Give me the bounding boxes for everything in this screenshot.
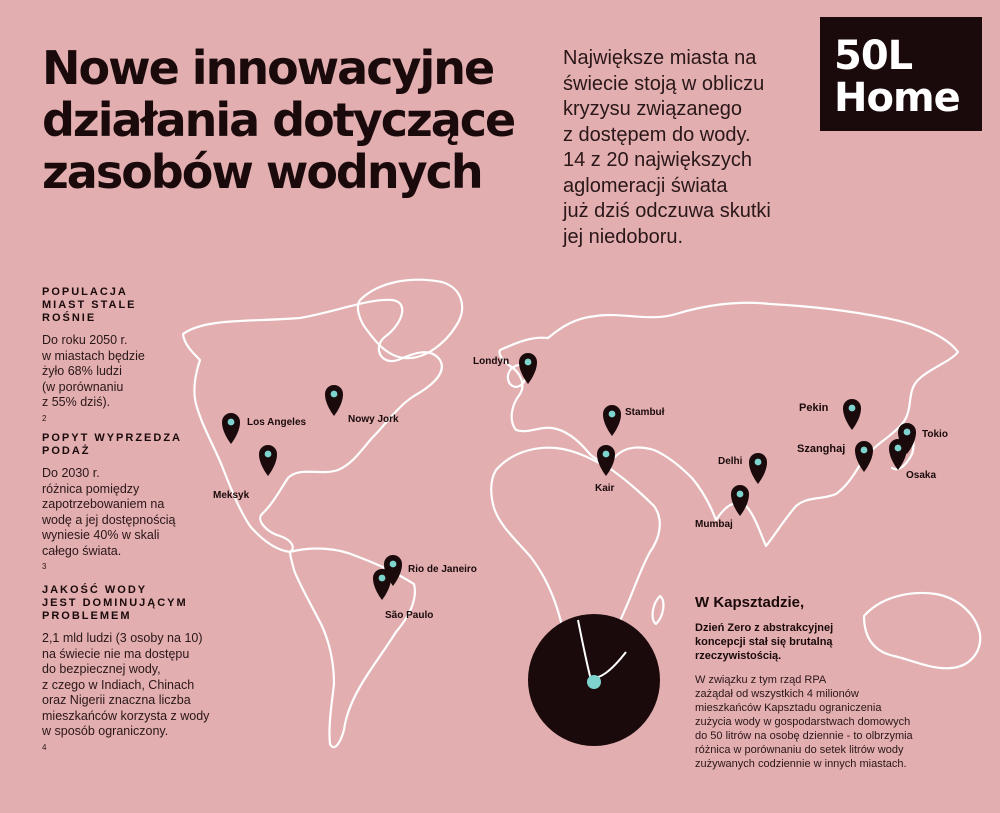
intro-line: aglomeracji świata (563, 174, 728, 197)
section-heading (42, 286, 222, 325)
body-line: do bezpiecznej wody, (42, 662, 161, 676)
footnote: 2 (42, 413, 47, 423)
body-line: Do roku 2050 r. (42, 333, 128, 347)
intro-text (563, 46, 823, 250)
body-line (42, 395, 222, 430)
heading-line: POPULACJA (42, 286, 128, 298)
pin-delhi (749, 453, 767, 484)
city-label-kair: Kair (595, 483, 615, 494)
body-line: różnica w porównaniu do setek litrów wody (695, 744, 904, 756)
heading-line: POPYT WYPRZEDZA (42, 432, 183, 444)
section-heading (42, 432, 222, 458)
body-line: W związku z tym rząd RPA (695, 674, 827, 686)
body-text: z 55% dziś). (42, 395, 111, 409)
cape-town-section (695, 594, 985, 771)
body-line: zużywanych codziennie w innych miastach. (695, 758, 907, 770)
intro-line: kryzysu związanego (563, 98, 742, 120)
intro-line: świecie stoją w obliczu (563, 72, 765, 95)
body-line: zużycia wody w gospodarstwach domowych (695, 716, 911, 728)
pin-pekin (843, 399, 861, 430)
heading-line: PROBLEMEM (42, 610, 132, 622)
cape-town-marker (587, 675, 601, 689)
section-heading (42, 584, 242, 623)
intro-line: Największe miasta na (563, 47, 757, 69)
body-line: wyniesie 40% w skali (42, 528, 160, 542)
pin-meksyk (259, 445, 277, 476)
section-demand (42, 432, 222, 579)
body-line: z czego w Indiach, Chinach (42, 677, 195, 692)
body-line: zażądał od wszystkich 4 milionów (695, 688, 859, 700)
cape-heading: W Kapsztadzie, (695, 594, 805, 611)
section-body (42, 466, 222, 579)
body-line: Do 2030 r. (42, 466, 100, 480)
city-pins (222, 353, 916, 600)
pin-mumbaj (731, 485, 749, 516)
city-label-meksyk: Meksyk (213, 490, 250, 501)
body-line: 2,1 mld ludzi (3 osoby na 10) (42, 631, 203, 645)
body-line: wodę a jej dostępnością (42, 512, 176, 527)
city-label-osaka: Osaka (906, 470, 937, 481)
city-label-londyn: Londyn (473, 356, 510, 367)
body-line: mieszkańców Kapsztadu ograniczenia (695, 702, 882, 714)
city-label-tokio: Tokio (922, 429, 948, 440)
body-line: mieszkańców korzysta z wody (42, 708, 210, 723)
intro-line: już dziś odczuwa skutki (563, 200, 771, 222)
section-population (42, 286, 222, 430)
page-title (42, 42, 562, 198)
body-line (42, 544, 222, 579)
pin-nowy-jork (325, 385, 343, 416)
city-label-nowy-jork: Nowy Jork (348, 414, 399, 425)
city-label-delhi: Delhi (718, 456, 743, 467)
city-label-rio: Rio de Janeiro (408, 564, 477, 575)
cape-lead (695, 621, 985, 663)
pin-los-angeles (222, 413, 240, 444)
greenland-outline (358, 280, 462, 358)
city-label-los-angeles: Los Angeles (247, 417, 307, 428)
city-label-mumbaj: Mumbaj (695, 519, 733, 530)
intro-line: 14 z 20 największych (563, 149, 752, 171)
city-label-sao-paulo: São Paulo (385, 610, 434, 621)
heading-line: MIAST STALE (42, 299, 137, 311)
body-line: do 50 litrów na osobę dziennie - to olbrzymia (695, 730, 913, 742)
heading-line: PODAŻ (42, 445, 91, 457)
section-quality (42, 584, 242, 759)
heading-line: JAKOŚĆ WODY (42, 584, 148, 596)
pin-sao-paulo (373, 569, 391, 600)
footnote: 4 (42, 742, 47, 752)
heading-line: JEST DOMINUJĄCYM (42, 597, 188, 609)
body-line: żyło 68% ludzi (42, 364, 122, 378)
logo-line: Home (834, 75, 960, 121)
body-line: różnica pomiędzy (42, 481, 140, 496)
footnote: 3 (42, 562, 47, 571)
lead-line: rzeczywistością. (695, 650, 782, 662)
city-label-stambul: Stambuł (625, 407, 665, 418)
intro-line: z dostępem do wody. (563, 123, 751, 146)
body-text: w sposób ograniczony. (42, 724, 169, 738)
intro-line: jej niedoboru. (563, 225, 684, 248)
body-line: w miastach będzie (42, 348, 145, 363)
pin-stambul (603, 405, 621, 436)
body-line: zapotrzebowaniem na (42, 497, 165, 511)
heading-line: ROŚNIE (42, 312, 97, 324)
eurasia-outline (499, 303, 958, 546)
section-body (42, 631, 242, 759)
title-line: Nowe innowacyjne (42, 41, 494, 95)
body-line: na świecie nie ma dostępu (42, 646, 190, 661)
body-line (42, 724, 242, 759)
title-line: zasobów wodnych (42, 145, 482, 199)
city-label-pekin: Pekin (799, 402, 829, 414)
lead-line: Dzień Zero z abstrakcyjnej (695, 622, 834, 634)
body-line: (w porównaniu (42, 379, 124, 394)
logo-line: 50L (834, 33, 913, 79)
body-text: całego świata. (42, 543, 122, 558)
section-body (42, 333, 222, 430)
madagascar-outline (653, 596, 664, 624)
lead-line: koncepcji stał się brutalną (695, 636, 833, 648)
cape-body (695, 673, 985, 771)
body-line: oraz Nigerii znaczna liczba (42, 693, 191, 707)
city-label-szanghaj: Szanghaj (797, 443, 846, 455)
brand-logo (820, 17, 982, 131)
title-line: działania dotyczące (42, 93, 515, 147)
